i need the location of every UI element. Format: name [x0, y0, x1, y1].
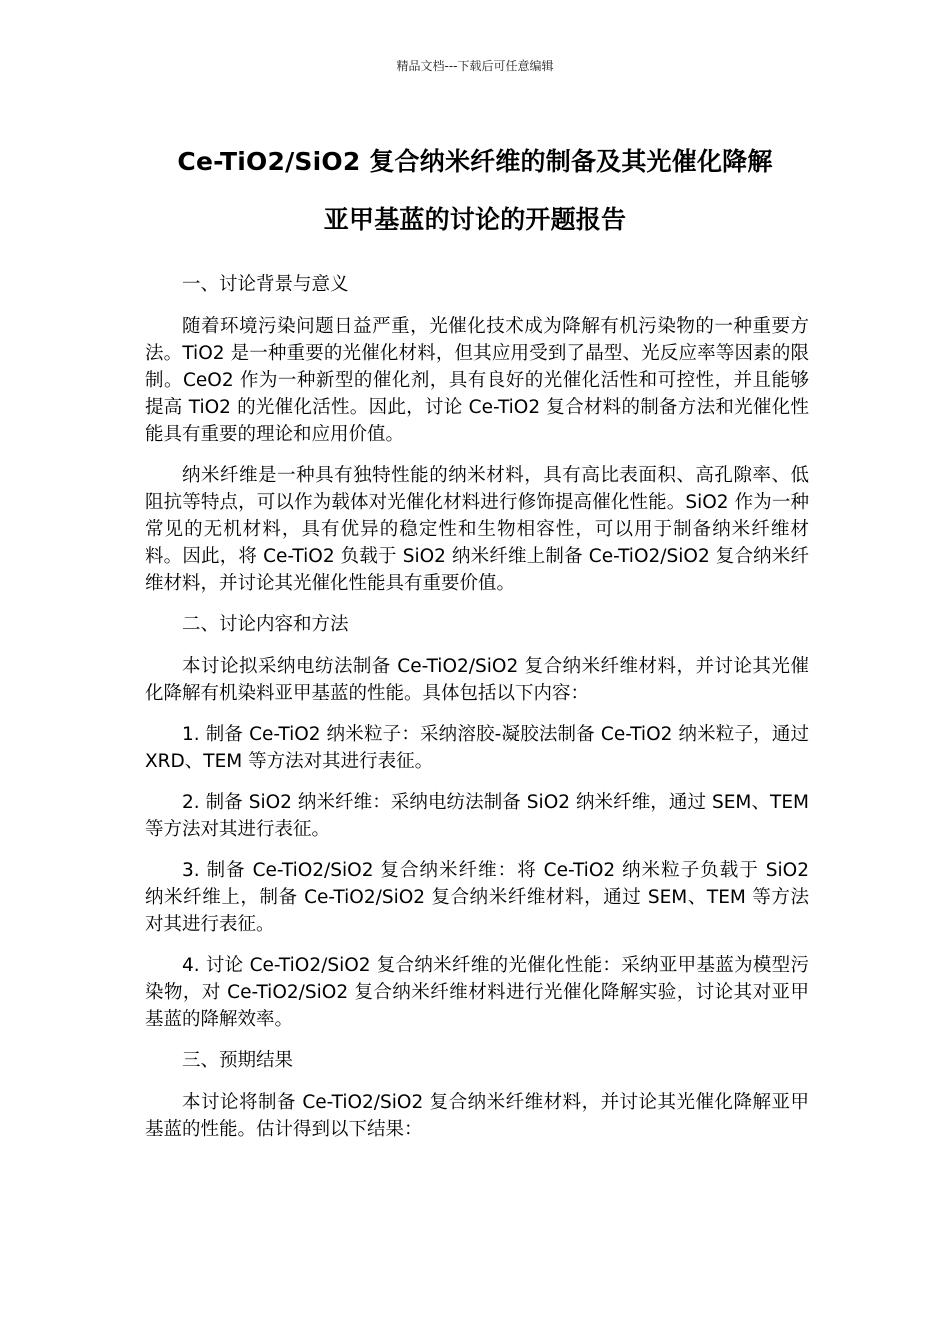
list-item: 3. 制备 Ce-TiO2/SiO2 复合纳米纤维：将 Ce-TiO2 纳米粒子负载于 SiO2 纳米纤维上，制备 Ce-TiO2/SiO2 复合纳米纤维材料，通过 SEM、TEM 等方法对其进行表征。 [145, 860, 809, 935]
paragraph: 本讨论拟采纳电纺法制备 Ce-TiO2/SiO2 复合纳米纤维材料，并讨论其光催化降解有机染料亚甲基蓝的性能。具体包括以下内容： [145, 656, 809, 704]
document-title [130, 133, 820, 249]
section-heading-expected-results: 三、预期结果 [182, 1050, 294, 1071]
list-item: 2. 制备 SiO2 纳米纤维：采纳电纺法制备 SiO2 纳米纤维，通过 SEM、TEM 等方法对其进行表征。 [145, 792, 809, 840]
paragraph: 随着环境污染问题日益严重，光催化技术成为降解有机污染物的一种重要方法。TiO2 是一种重要的光催化材料，但其应用受到了晶型、光反应率等因素的限制。CeO2 作为一种新型的催化剂，具有良好的光催化活性和可控性，并且能够提高 TiO2 的光催化活性。因此，讨论 Ce-TiO2 复合材料的制备方法和光催化性能具有重要的理论和应用价值。 [145, 316, 809, 445]
document-title-line-1: Ce-TiO2/SiO2 复合纳米纤维的制备及其光催化降解 [177, 147, 773, 176]
document-title-line-2: 亚甲基蓝的讨论的开题报告 [323, 205, 627, 234]
section-heading-background: 一、讨论背景与意义 [182, 274, 349, 295]
list-item: 1. 制备 Ce-TiO2 纳米粒子：采纳溶胶-凝胶法制备 Ce-TiO2 纳米粒子，通过 XRD、TEM 等方法对其进行表征。 [145, 724, 809, 772]
list-item: 4. 讨论 Ce-TiO2/SiO2 复合纳米纤维的光催化性能：采纳亚甲基蓝为模型污染物，对 Ce-TiO2/SiO2 复合纳米纤维材料进行光催化降解实验，讨论其对亚甲基蓝的降解效率。 [145, 955, 809, 1030]
paragraph: 纳米纤维是一种具有独特性能的纳米材料，具有高比表面积、高孔隙率、低阻抗等特点，可以作为载体对光催化材料进行修饰提高催化性能。SiO2 作为一种常见的无机材料，具有优异的稳定性和生物相容性，可以用于制备纳米纤维材料。因此，将 Ce-TiO2 负载于 SiO2 纳米纤维上制备 Ce-TiO2/SiO2 复合纳米纤维材料，并讨论其光催化性能具有重要价值。 [145, 465, 809, 594]
paragraph: 本讨论将制备 Ce-TiO2/SiO2 复合纳米纤维材料，并讨论其光催化降解亚甲基蓝的性能。估计得到以下结果： [145, 1092, 809, 1140]
header-note: 精品文档---下载后可任意编辑 [396, 59, 554, 73]
document-body [145, 271, 809, 1157]
section-heading-content-methods: 二、讨论内容和方法 [182, 614, 349, 635]
